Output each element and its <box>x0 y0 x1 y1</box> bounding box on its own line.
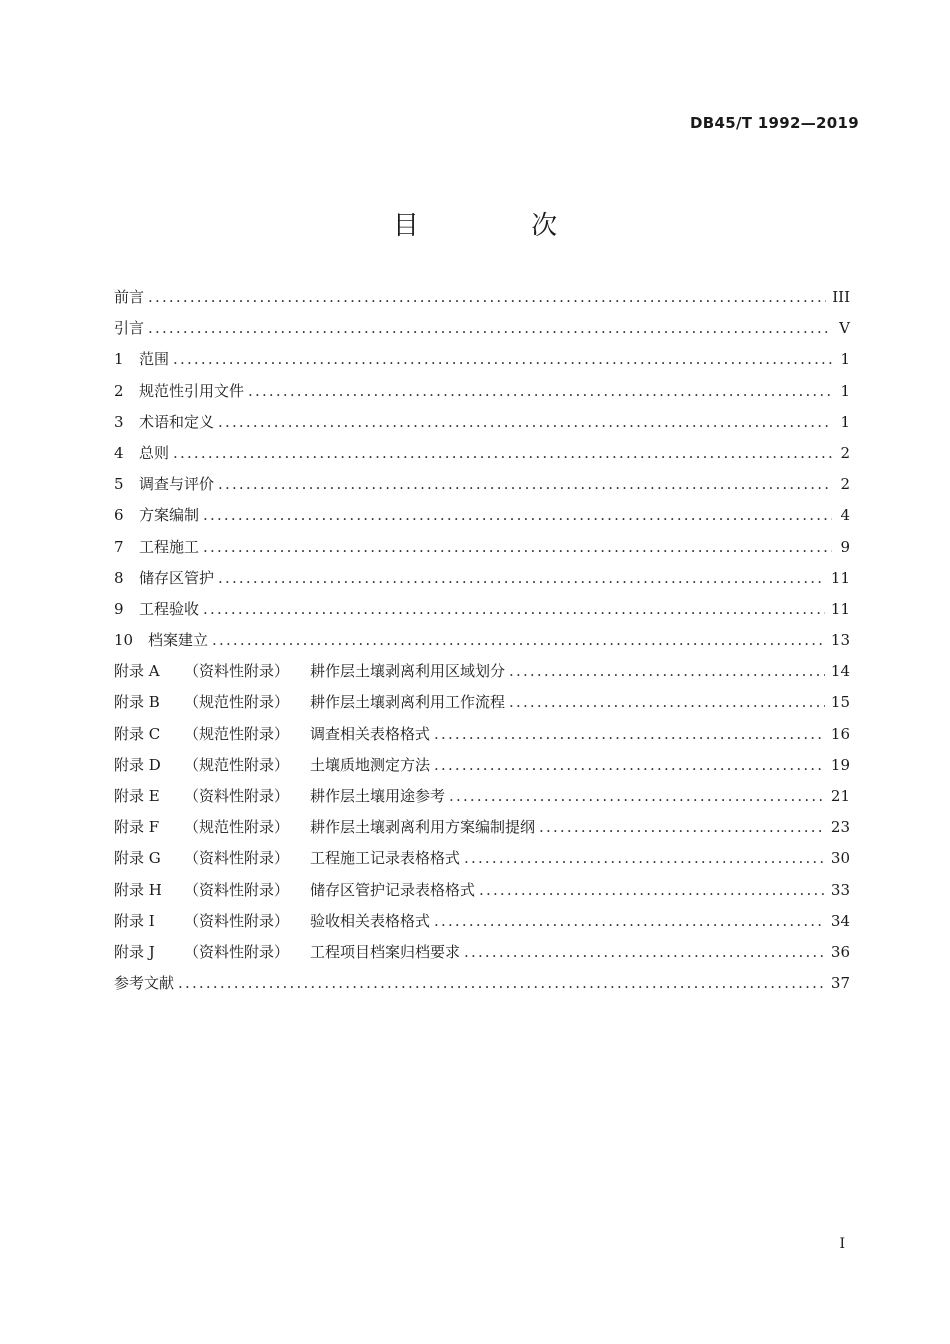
toc-entry-page: 13 <box>830 631 850 650</box>
toc-entry-title: 调查相关表格格式 <box>310 724 431 743</box>
toc-dot-leader <box>434 722 825 746</box>
toc-dot-leader <box>173 347 832 371</box>
toc-dot-leader <box>148 285 826 309</box>
toc-entry-annex: 附录 H <box>114 880 162 899</box>
toc-entry-page: 1 <box>840 350 850 369</box>
toc-dot-leader <box>464 846 825 870</box>
toc-entry-annex: 附录 F <box>114 818 160 837</box>
toc-entry-page: V <box>839 319 850 338</box>
toc-entry-title: 工程施工记录表格格式 <box>310 849 461 868</box>
toc-entry[interactable] <box>114 940 850 971</box>
toc-entry-page: 1 <box>840 381 850 400</box>
toc-entry-page: 23 <box>830 818 850 837</box>
toc-entry[interactable] <box>114 597 850 628</box>
toc-entry-title: 耕作层土壤剥离利用工作流程 <box>310 693 506 712</box>
toc-entry-page: 2 <box>840 443 850 462</box>
toc-entry[interactable] <box>114 410 850 441</box>
toc-dot-leader <box>173 441 832 465</box>
toc-dot-leader <box>449 784 825 808</box>
toc-entry-title: 方案编制 <box>139 506 200 525</box>
toc-dot-leader <box>509 690 825 714</box>
toc-entry[interactable] <box>114 753 850 784</box>
toc-entry-number: 4 <box>114 443 124 462</box>
toc-entry-title: 耕作层土壤用途参考 <box>310 787 446 805</box>
toc-entry-page: 34 <box>830 911 850 930</box>
toc-entry-title: 验收相关表格格式 <box>310 911 431 930</box>
toc-entry-title: 引言 <box>114 319 145 338</box>
toc-entry[interactable] <box>114 316 850 347</box>
toc-dot-leader <box>218 472 832 496</box>
toc-dot-leader <box>203 597 825 621</box>
toc-entry-title: 调查与评价 <box>139 475 215 494</box>
toc-entry-title: 耕作层土壤剥离利用区域划分 <box>310 662 506 681</box>
toc-entry-page: 16 <box>830 724 850 743</box>
toc-entry-page: 37 <box>830 974 850 993</box>
toc-entry[interactable] <box>114 846 850 877</box>
toc-entry-page: 33 <box>830 880 850 899</box>
toc-entry-page: 36 <box>830 942 850 961</box>
toc-entry-annex: 附录 D <box>114 755 161 774</box>
toc-entry-title: 土壤质地测定方法 <box>310 755 431 774</box>
toc-entry-number: 8 <box>114 568 124 587</box>
toc-entry-page: 21 <box>830 787 850 805</box>
toc-entry-number: 1 <box>114 350 124 369</box>
toc-entry-title: 档案建立 <box>148 631 209 650</box>
toc-entry-title: 前言 <box>114 288 145 306</box>
toc-entry-page: 11 <box>830 568 850 587</box>
page-number: I <box>839 1236 845 1252</box>
toc-entry-annex: 附录 C <box>114 724 161 743</box>
toc-entry-annex: 附录 I <box>114 911 155 930</box>
toc-entry-page: 11 <box>830 599 850 618</box>
toc-dot-leader <box>148 316 832 340</box>
toc-entry-annex-type: （资料性附录） <box>184 880 290 899</box>
toc-entry[interactable] <box>114 379 850 410</box>
toc-entry-annex: 附录 E <box>114 787 160 805</box>
toc-entry-annex: 附录 J <box>114 942 155 961</box>
toc-entry-title: 耕作层土壤剥离利用方案编制提纲 <box>310 818 536 837</box>
toc-entry-page: 9 <box>840 537 850 556</box>
toc-entry-annex: 附录 B <box>114 693 160 712</box>
toc-entry-annex: 附录 G <box>114 849 161 868</box>
toc-entry[interactable] <box>114 628 850 659</box>
toc-entry-number: 2 <box>114 381 124 400</box>
toc-dot-leader <box>248 379 832 403</box>
toc-entry-number: 7 <box>114 537 124 556</box>
toc-entry-page: 2 <box>840 475 850 494</box>
toc-dot-leader <box>203 503 832 527</box>
toc-entry[interactable] <box>114 722 850 753</box>
toc-entry[interactable] <box>114 878 850 909</box>
toc-entry[interactable] <box>114 690 850 721</box>
toc-entry-annex-type: （规范性附录） <box>184 724 290 743</box>
table-of-contents <box>114 285 850 1002</box>
toc-entry-title: 工程项目档案归档要求 <box>310 942 461 961</box>
toc-entry-title: 储存区管护记录表格格式 <box>310 880 476 899</box>
toc-entry[interactable] <box>114 784 850 815</box>
toc-entry-number: 9 <box>114 599 124 618</box>
toc-entry-annex-type: （资料性附录） <box>184 911 290 930</box>
toc-entry[interactable] <box>114 815 850 846</box>
toc-entry[interactable] <box>114 503 850 534</box>
toc-entry-title: 规范性引用文件 <box>139 381 245 400</box>
toc-dot-leader <box>464 940 825 964</box>
toc-entry[interactable] <box>114 566 850 597</box>
toc-entry[interactable] <box>114 441 850 472</box>
toc-entry-annex-type: （资料性附录） <box>184 787 290 805</box>
toc-entry-number: 10 <box>114 631 134 650</box>
toc-entry-number: 5 <box>114 475 124 494</box>
toc-entry-page: 15 <box>830 693 850 712</box>
toc-entry-annex-type: （规范性附录） <box>184 755 290 774</box>
toc-title: 目 次 <box>392 211 610 241</box>
toc-entry-title: 工程施工 <box>139 537 200 556</box>
toc-entry-title: 工程验收 <box>139 599 200 618</box>
toc-dot-leader <box>509 659 825 683</box>
toc-entry-page: 4 <box>840 506 850 525</box>
toc-dot-leader <box>479 878 825 902</box>
toc-entry-number: 6 <box>114 506 124 525</box>
toc-entry-annex-type: （规范性附录） <box>184 693 290 712</box>
toc-entry-title: 术语和定义 <box>139 412 215 431</box>
toc-entry-page: 1 <box>840 412 850 431</box>
toc-entry-page: 30 <box>830 849 850 868</box>
toc-entry-annex: 附录 A <box>114 662 160 681</box>
toc-dot-leader <box>434 909 825 933</box>
toc-dot-leader <box>434 753 825 777</box>
document-code: DB45/T 1992—2019 <box>690 114 859 132</box>
toc-dot-leader <box>203 535 832 559</box>
toc-entry[interactable] <box>114 347 850 378</box>
toc-entry-number: 3 <box>114 412 124 431</box>
toc-dot-leader <box>212 628 825 652</box>
toc-entry[interactable] <box>114 472 850 503</box>
toc-entry-title: 总则 <box>139 443 170 462</box>
toc-entry[interactable] <box>114 285 850 316</box>
toc-entry-title: 储存区管护 <box>139 568 215 587</box>
toc-entry-page: 19 <box>830 755 850 774</box>
toc-dot-leader <box>539 815 825 839</box>
toc-entry[interactable] <box>114 909 850 940</box>
toc-entry[interactable] <box>114 535 850 566</box>
toc-dot-leader <box>178 971 825 995</box>
toc-entry-annex-type: （规范性附录） <box>184 818 290 837</box>
toc-entry-page: III <box>832 288 850 306</box>
toc-entry-title: 范围 <box>139 350 170 369</box>
toc-entry-page: 14 <box>830 662 850 681</box>
toc-dot-leader <box>218 410 832 434</box>
toc-entry[interactable] <box>114 971 850 1002</box>
toc-dot-leader <box>218 566 825 590</box>
toc-entry-title: 参考文献 <box>114 974 175 993</box>
toc-entry[interactable] <box>114 659 850 690</box>
toc-entry-annex-type: （资料性附录） <box>184 662 290 681</box>
toc-entry-annex-type: （资料性附录） <box>184 942 290 961</box>
toc-entry-annex-type: （资料性附录） <box>184 849 290 868</box>
